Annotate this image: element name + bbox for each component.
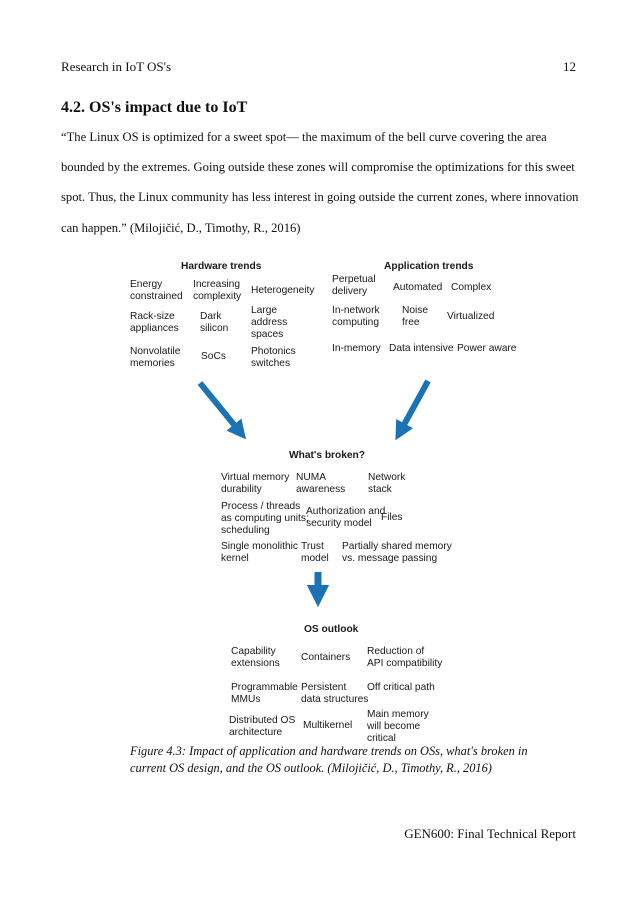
outlook-item: Capability extensions [231, 646, 280, 669]
application-item: Automated [393, 282, 443, 293]
outlook-item: Persistent data structures [301, 682, 369, 705]
footer-text: GEN600: Final Technical Report [404, 826, 576, 841]
outlook-item: Off critical path [367, 682, 435, 693]
hardware-to-broken-arrow [200, 383, 240, 432]
broken-item: Authorization and security model [306, 506, 386, 529]
hardware-item: Rack-size appliances [130, 311, 179, 334]
outlook-item: Multikernel [303, 720, 353, 731]
hardware-item: Energy constrained [130, 279, 183, 302]
running-header-title: Research in IoT OS's [61, 59, 172, 74]
application-trends-title: Application trends [384, 261, 474, 272]
application-item: Perpetual delivery [332, 274, 376, 297]
hardware-item: Large address spaces [251, 305, 288, 340]
outlook-item: Distributed OS architecture [229, 715, 296, 738]
application-item: In-network computing [332, 305, 380, 328]
broken-item: Partially shared memory vs. message passing [342, 541, 452, 564]
broken-item: Single monolithic kernel [221, 541, 299, 564]
broken-item: Files [381, 512, 403, 523]
broken-item: Network stack [368, 472, 406, 495]
outlook-item: Main memory will become critical [367, 709, 429, 744]
broken-item: Virtual memory durability [221, 472, 290, 495]
broken-item: NUMA awareness [296, 472, 346, 495]
broken-item: Trust model [301, 541, 329, 564]
page-number: 12 [563, 59, 576, 74]
hardware-item: Increasing complexity [193, 279, 242, 302]
application-to-broken-arrow [400, 381, 428, 432]
hardware-item: SoCs [201, 351, 226, 362]
hardware-item: Photonics switches [251, 346, 296, 369]
quote-paragraph: “The Linux OS is optimized for a sweet spot— the maximum of the bell curve covering the area bounded by the extremes. Going outside these zones will compromise the optimizations for this sweet spot. Thus, the Linux community has less interest in going outside the current zones, where innovation can happen.” (Milojičić, D., Timothy, R., 2016) [61, 130, 579, 235]
os-outlook-title: OS outlook [304, 624, 359, 635]
outlook-item: Programmable MMUs [231, 682, 298, 705]
hardware-trends-title: Hardware trends [181, 261, 262, 272]
application-item: Noise free [402, 305, 429, 328]
application-item: Virtualized [447, 311, 495, 322]
hardware-item: Nonvolatile memories [130, 346, 181, 369]
broken-item: Process / threads as computing units; scheduling [221, 501, 309, 536]
whats-broken-title: What's broken? [289, 450, 366, 461]
section-heading: 4.2. OS's impact due to IoT [61, 99, 248, 116]
outlook-item: Reduction of API compatibility [367, 646, 443, 669]
application-item: Power aware [457, 343, 517, 354]
application-item: Data intensive [389, 343, 454, 354]
application-item: In-memory [332, 343, 381, 354]
hardware-item: Heterogeneity [251, 285, 315, 296]
application-item: Complex [451, 282, 492, 293]
hardware-item: Dark silicon [200, 311, 229, 334]
figure-caption: Figure 4.3: Impact of application and hardware trends on OSs, what's broken in current OS design, and the OS outlook. (Milojičić, D., Timothy, R., 2016) [130, 744, 528, 775]
outlook-item: Containers [301, 652, 351, 663]
